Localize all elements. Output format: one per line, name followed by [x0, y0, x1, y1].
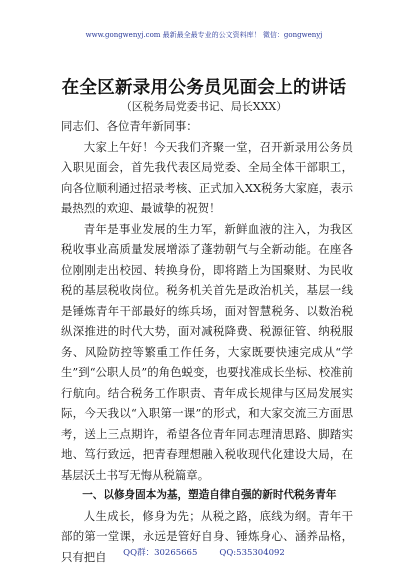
header-banner: www.gongwenyj.com 最新最全最专业的公文资料库！ 微信：gongwenyj — [85, 31, 323, 39]
paragraph-section-one: 人生成长，修身为先；从税之路，底线为纲。青年干部的第一堂课，永远是管好自身、锤炼身心、涵养品格，只有把自 — [61, 508, 353, 564]
document-subtitle: （区税务局党委书记、局长XXX） — [120, 100, 288, 113]
paragraph-greeting: 大家上午好！今天我们齐聚一堂，召开新录用公务员入职见面会，首先我代表区局党委、全局全体干部职工，向各位顺利通过招录考核、正式加入XX税务大家庭，表示最热烈的欢迎、最诚挚的祝贺！ — [61, 139, 353, 215]
paragraph-youth: 青年是事业发展的生力军，新鲜血液的注入，为我区税收事业高质量发展增添了蓬勃朝气与全新动能。在座各位刚刚走出校园、转换身份，即将踏上为国聚财、为民收税的基层税收岗位。税务机关首先是政治机关，基层一线是锤炼青年干部最好的练兵场，面对智慧税务、以数治税纵深推进的时代大势，面对减税降费、税源征管、纳税服务、风险防控等繁重工作任务，大家既要快速完成从“学生”到“公职人员”的角色蜕变，也要找准成长坐标、校准前行航向。结合税务工作职责、青年成长规律与区局发展实际，今天我以“入职第一课”的形式，和大家交流三方面思考，送上三点期许，希望各位青年同志理清思路、脚踏实地、笃行致远，把青春理想融入税收现代化建设大局，在基层沃土书写无悔从税篇章。 — [61, 221, 353, 482]
document-title: 在全区新录用公务员见面会上的讲话 — [61, 78, 347, 98]
section-heading: 一、以修身固本为基，塑造自律自强的新时代税务青年 — [82, 489, 337, 501]
document-body — [61, 116, 353, 567]
qq-text: QQ:535304092 — [219, 548, 285, 558]
qq-group-text: QQ群：30265665 — [123, 548, 198, 558]
footer-contact — [0, 546, 408, 558]
salutation: 同志们、各位青年新同事： — [61, 119, 198, 133]
